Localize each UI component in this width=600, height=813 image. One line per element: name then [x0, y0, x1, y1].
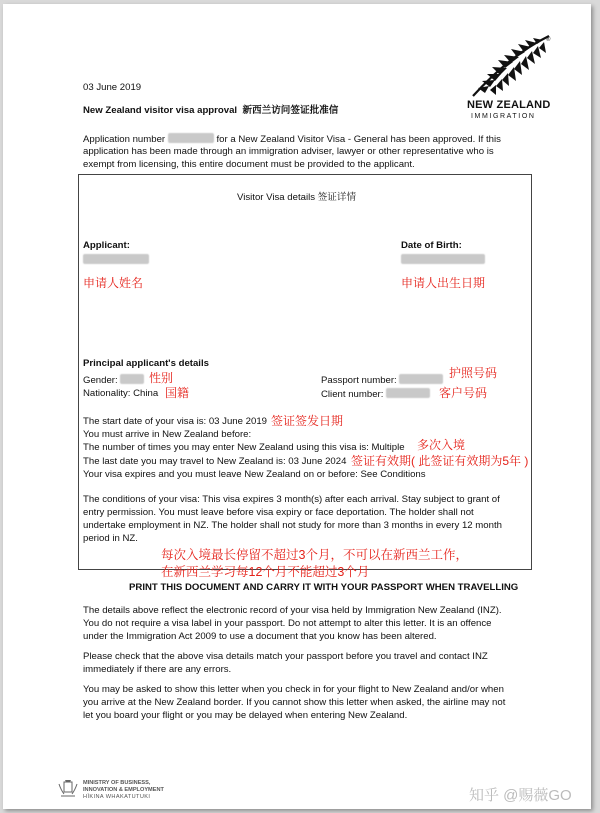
gender-note: 性别 — [149, 371, 174, 385]
dob-label: Date of Birth: — [401, 240, 462, 251]
redacted-applicant-name — [83, 254, 149, 264]
last-date-note: 签证有效期( 此签证有效期为5年 ) — [351, 454, 529, 468]
redacted-dob — [401, 254, 485, 264]
conditions-note-1: 每次入境最长停留不超过3个月，不可以在新西兰工作， — [161, 548, 468, 562]
applicant-label: Applicant: — [83, 240, 130, 251]
mbie-line-3: HĪKINA WHAKATUTUKI — [83, 794, 151, 800]
print-heading: PRINT THIS DOCUMENT AND CARRY IT WITH YOUR PASSPORT WHEN TRAVELLING — [129, 582, 519, 593]
visa-letter-page: ® NEW ZEALAND IMMIGRATION 03 June 2019 New Zealand visitor visa approval 新西兰访问签证批准信 Application number for a New Zealand Visitor Visa - General has been approved. If this application has been made through an immigration adviser, lawyer or other representative who is exempt from licensing, this entire document must be provided to the applicant. Visitor Visa details 签证详情 Applicant: Date of Birth: 申请人姓名 申请人出生日期 Principal applicant's details Gender: 性别 Nationality: China 国籍 Passport number: 护照号码 Client number: 客户号码 The start date of your visa is: 03 June 2019 签证签发日期 You must arrive in New Zealand before: The number of times you may enter New Zealand using this visa is: Multiple 多次入境 The last date you may travel to New Zealand is: 03 June 2024 签证有效期( 此签证有效期为5年 ) Your visa expires and you must leave New Zealand on or before: See Conditions The conditions of your visa: This visa expires 3 month(s) after each arrival. Stay subject to grant of entry permission. You must leave before visa expiry or face deportation. The holder shall not undertake employment in NZ. The holder shall not study for more than 3 months in every 12 month period in NZ. 每次入境最长停留不超过3个月，不可以在新西兰工作， 在新西兰学习每12个月不能超过3个月 PRINT THIS DOCUMENT AND CARRY IT WITH YOUR PASSPORT WHEN TRAVELLING The details above reflect the electronic record of your visa held by Immigration New Zealand (INZ). You do not require a visa label in your passport. Do not attempt to alter this letter. It is an offence under the Immigration Act 2009 to use a document that you know has been altered. Please check that the above visa details match your passport before you travel and contact INZ immediately if there are any errors. You may be asked to show this letter when you check in for your flight to New Zealand and/or when you arrive at the New Zealand border. If you cannot show this letter when asked, the airline may not let you board your flight or you may be delayed when entering New Zealand. MINISTRY OF BUSINESS, INNOVATION & EMPLOYMENT HĪKINA WHAKATUTUKI 知乎 @赐薇GO — [3, 4, 591, 809]
expires: Your visa expires and you must leave New Zealand on or before: See Conditions — [83, 469, 426, 480]
redacted-client — [386, 388, 430, 398]
silver-fern-icon — [465, 32, 555, 100]
conditions-note-2: 在新西兰学习每12个月不能超过3个月 — [161, 565, 370, 579]
applicant-note: 申请人姓名 — [83, 276, 144, 290]
para-show-letter: You may be asked to show this letter when you check in for your flight to New Zealand and/or when you arrive at the New Zealand border. If you cannot show this letter when asked, the airline may not let you board your flight or you may be delayed when entering New Zealand. — [83, 684, 506, 721]
nationality-row: Nationality: China — [83, 388, 159, 399]
watermark: 知乎 @赐薇GO — [469, 787, 572, 804]
letter-date: 03 June 2019 — [83, 82, 142, 93]
redacted-gender — [120, 374, 144, 384]
conditions: The conditions of your visa: This visa expires 3 month(s) after each arrival. Stay subject to grant of entry permission. You must leave before visa expiry or face deportation. The holder shall not undertake employment in NZ. The holder shall not study for more than 3 months in every 12 month period in NZ. — [83, 494, 502, 544]
nationality-note: 国籍 — [165, 386, 190, 400]
coat-of-arms-icon — [57, 778, 79, 798]
logo-new-zealand: NEW ZEALAND — [467, 99, 551, 111]
redacted-application-number — [168, 133, 214, 143]
para-electronic-record: The details above reflect the electronic record of your visa held by Immigration New Zealand (INZ). You do not require a visa label in your passport. Do not attempt to alter this letter. It is an offence under the Immigration Act 2009 to use a document that you know has been altered. — [83, 605, 502, 642]
last-date: The last date you may travel to New Zealand is: 03 June 2024 — [83, 456, 347, 467]
start-note: 签证签发日期 — [271, 414, 344, 428]
client-row: Client number: — [321, 388, 430, 401]
principal-heading: Principal applicant's details — [83, 358, 209, 369]
gender-row: Gender: — [83, 374, 144, 387]
start-date: The start date of your visa is: 03 June 2019 — [83, 416, 267, 427]
mbie-line-1: MINISTRY OF BUSINESS, — [83, 780, 151, 786]
passport-note: 护照号码 — [449, 366, 498, 380]
mbie-line-2: INNOVATION & EMPLOYMENT — [83, 787, 164, 793]
dob-note: 申请人出生日期 — [401, 276, 486, 290]
arrive-before: You must arrive in New Zealand before: — [83, 429, 252, 440]
intro-line-1: Application number for a New Zealand Visitor Visa - General has been approved. If this — [83, 134, 501, 145]
details-heading: Visitor Visa details 签证详情 — [237, 192, 357, 203]
logo-immigration: IMMIGRATION — [471, 113, 536, 120]
client-note: 客户号码 — [439, 386, 488, 400]
entries-note: 多次入境 — [417, 438, 466, 452]
passport-row: Passport number: — [321, 374, 443, 387]
para-check-details: Please check that the above visa details match your passport before you travel and contact INZ immediately if there are any errors. — [83, 651, 488, 675]
intro-line-3: exempt from licensing, this entire document must be provided to the applicant. — [83, 159, 415, 170]
letter-title: New Zealand visitor visa approval 新西兰访问签证批准信 — [83, 105, 339, 116]
intro-line-2: application has been made through an immigration adviser, lawyer or other representative who is — [83, 146, 494, 157]
redacted-passport — [399, 374, 443, 384]
entries: The number of times you may enter New Zealand using this visa is: Multiple — [83, 442, 405, 453]
